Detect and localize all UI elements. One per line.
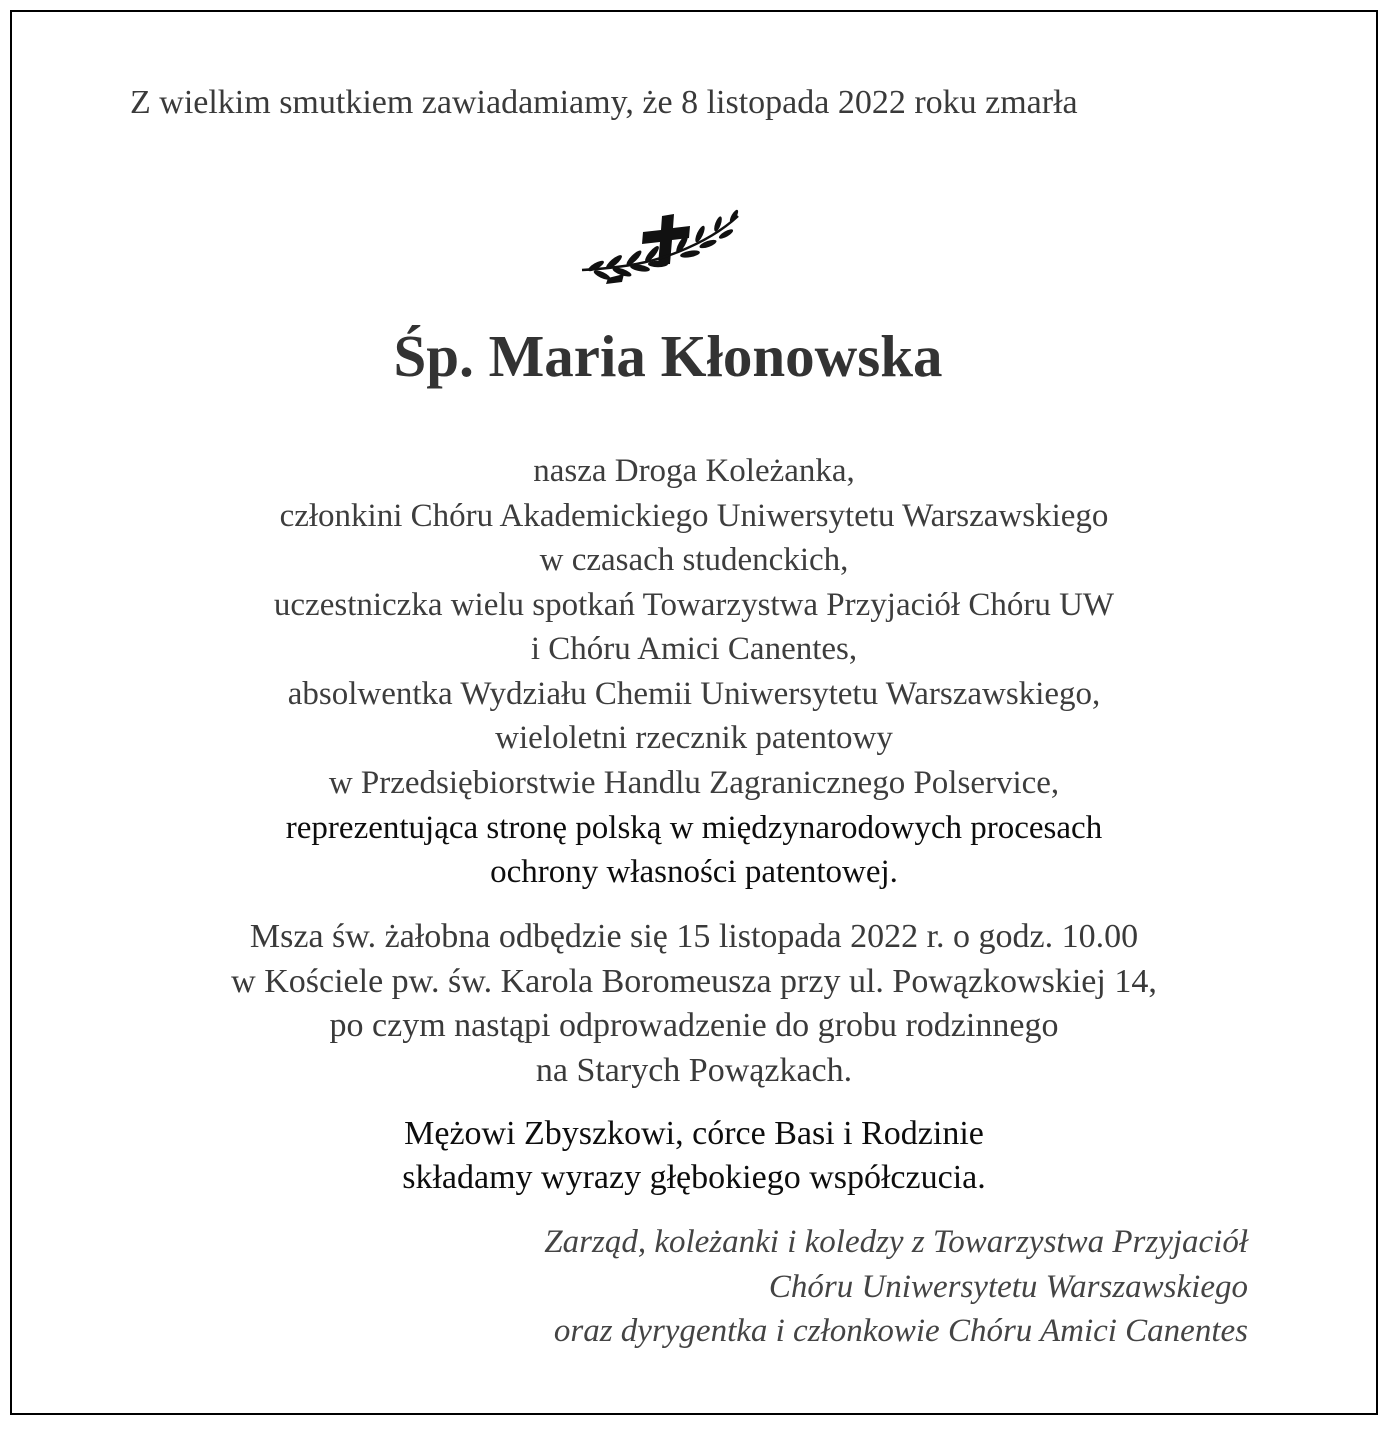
description-line: w Przedsiębiorstwie Handlu Zagranicznego Polservice, [328,765,1060,801]
intro-text: Z wielkim smutkiem zawiadamiamy, że 8 listopada 2022 roku zmarła [130,84,1078,121]
deceased-name: Śp. Maria Kłonowska [393,323,943,389]
signature-line: oraz dyrygentka i członkowie Chóru Amici Canentes [553,1313,1248,1349]
signature-line: Zarząd, koleżanki i koledzy z Towarzystwa Przyjaciół [544,1224,1248,1260]
description-line: absolwentka Wydziału Chemii Uniwersytetu Warszawskiego, [287,676,1101,712]
cross-with-laurel-branch-icon [578,208,743,288]
description-line: uczestniczka wielu spotkań Towarzystwa Przyjaciół Chóru UW [273,587,1115,623]
description-line: ochrony własności patentowej. [490,854,898,890]
obituary-card [10,10,1378,1415]
mass-info-line: po czym nastąpi odprowadzenie do grobu rodzinnego [329,1007,1059,1044]
description-line: w czasach studenckich, [539,542,849,578]
mass-info-line: w Kościele pw. św. Karola Boromeusza przy ul. Powązkowskiej 14, [231,963,1157,1000]
signature-line: Chóru Uniwersytetu Warszawskiego [768,1269,1248,1305]
mass-info-line: Msza św. żałobna odbędzie się 15 listopada 2022 r. o godz. 10.00 [249,918,1139,955]
description-line: i Chóru Amici Canentes, [530,631,858,667]
description-line: członkini Chóru Akademickiego Uniwersytetu Warszawskiego [279,498,1109,534]
mass-info-line: na Starych Powązkach. [535,1052,853,1089]
description-line: reprezentująca stronę polską w międzynarodowych procesach [285,810,1103,846]
condolence-line: składamy wyrazy głębokiego współczucia. [402,1159,986,1196]
description-line: nasza Droga Koleżanka, [533,453,855,489]
description-line: wieloletni rzecznik patentowy [495,720,893,756]
condolence-line: Mężowi Zbyszkowi, córce Basi i Rodzinie [404,1115,984,1152]
